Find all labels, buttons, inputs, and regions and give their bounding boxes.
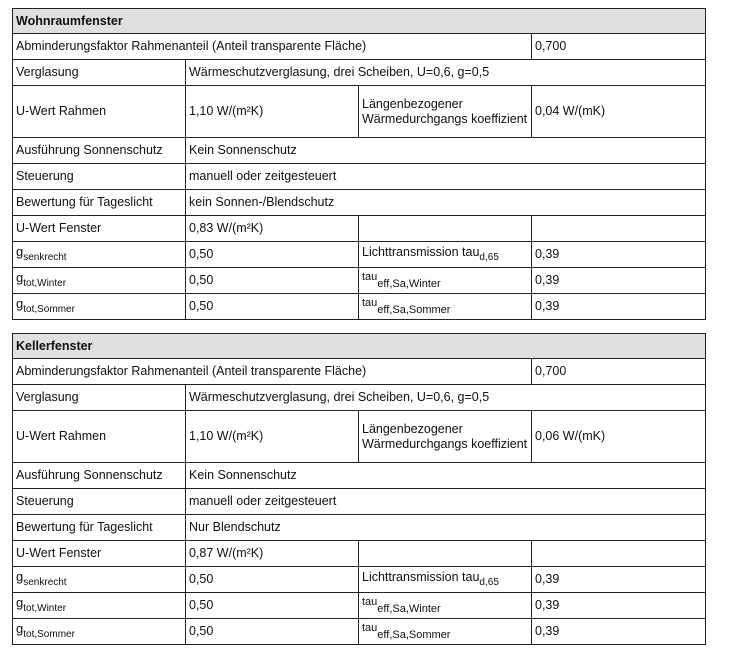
table-row — [13, 268, 706, 294]
kellerfenster-table — [12, 333, 706, 645]
cell-text: 1,10 W/(m²K) — [189, 429, 264, 443]
cell-value — [532, 34, 706, 60]
cell-value — [186, 411, 359, 463]
cell-value — [532, 541, 706, 567]
cell-text: 0,39 — [535, 299, 560, 313]
cell-label — [13, 294, 186, 320]
cell-subscript: tot,Winter — [23, 278, 67, 289]
table-row — [13, 593, 706, 619]
cell-value — [186, 619, 359, 645]
cell-text: 0,83 W/(m²K) — [189, 221, 264, 235]
cell-value — [186, 268, 359, 294]
cell-value — [532, 593, 706, 619]
table-row — [13, 385, 706, 411]
cell-value — [186, 541, 359, 567]
cell-text: 0,50 — [189, 247, 214, 261]
cell-value — [532, 294, 706, 320]
cell-text: Wärmeschutzverglasung, drei Scheiben, U=0,6, g=0,5 — [189, 65, 490, 79]
table-row — [13, 515, 706, 541]
cell-label — [13, 489, 186, 515]
cell-label — [359, 411, 532, 463]
cell-label — [359, 216, 532, 242]
cell-text: 0,50 — [189, 598, 214, 612]
cell-label — [13, 86, 186, 138]
cell-value — [186, 593, 359, 619]
cell-label — [359, 86, 532, 138]
cell-label — [13, 541, 186, 567]
cell-text: U-Wert Rahmen — [16, 104, 107, 118]
cell-value — [186, 515, 706, 541]
table-row — [13, 34, 706, 60]
cell-value — [186, 489, 706, 515]
table-row — [13, 138, 706, 164]
cell-value — [186, 138, 706, 164]
table-title: Wohnraumfenster — [13, 9, 706, 34]
cell-text: g — [16, 621, 24, 636]
cell-label — [359, 567, 532, 593]
cell-label — [13, 411, 186, 463]
cell-text: g — [16, 595, 24, 610]
cell-text: Bewertung für Tageslicht — [16, 195, 153, 209]
cell-value — [186, 164, 706, 190]
cell-text: U-Wert Fenster — [16, 546, 102, 560]
cell-label — [13, 60, 186, 86]
table-row — [13, 60, 706, 86]
cell-text: Bewertung für Tageslicht — [16, 520, 153, 534]
cell-text: U-Wert Fenster — [16, 221, 102, 235]
cell-text: Längenbezogener Wärmedurchgangs koeffizient — [362, 421, 528, 451]
cell-text: 0,50 — [189, 273, 214, 287]
cell-text: 0,50 — [189, 299, 214, 313]
cell-text: tau — [362, 595, 378, 608]
table-row — [13, 216, 706, 242]
cell-text: manuell oder zeitgesteuert — [189, 494, 337, 508]
cell-label — [359, 242, 532, 268]
cell-text: Lichttransmission tau — [362, 569, 480, 584]
cell-subscript: d,65 — [479, 251, 499, 263]
cell-text: Abminderungsfaktor Rahmenanteil (Anteil transparente Fläche) — [16, 364, 367, 378]
cell-value — [532, 411, 706, 463]
cell-value — [532, 619, 706, 645]
cell-text: Verglasung — [16, 390, 79, 404]
table-row — [13, 411, 706, 463]
cell-subscript: tot,Sommer — [23, 304, 75, 315]
cell-text: g — [16, 569, 24, 584]
table-header-row — [13, 9, 706, 34]
cell-label — [13, 190, 186, 216]
cell-subscript: senkrecht — [23, 577, 67, 588]
cell-text: kein Sonnen-/Blendschutz — [189, 195, 335, 209]
table-row — [13, 242, 706, 268]
cell-text: U-Wert Rahmen — [16, 429, 107, 443]
cell-text: g — [16, 244, 24, 259]
cell-subscript: eff,Sa,Winter — [377, 277, 441, 290]
cell-text: 0,06 W/(mK) — [535, 429, 606, 443]
cell-subscript: tot,Winter — [23, 603, 67, 614]
table-row — [13, 359, 706, 385]
cell-subscript: eff,Sa,Winter — [377, 602, 441, 615]
cell-text: Ausführung Sonnenschutz — [16, 143, 163, 157]
cell-label — [13, 359, 532, 385]
cell-label — [13, 593, 186, 619]
table-row — [13, 463, 706, 489]
cell-label — [13, 268, 186, 294]
cell-label — [359, 268, 532, 294]
cell-value — [186, 86, 359, 138]
cell-text: 0,39 — [535, 572, 560, 586]
cell-value — [186, 242, 359, 268]
cell-text: 0,04 W/(mK) — [535, 104, 606, 118]
cell-subscript: eff,Sa,Sommer — [377, 628, 451, 641]
cell-label — [13, 515, 186, 541]
cell-text: 0,700 — [535, 364, 567, 378]
table-row — [13, 86, 706, 138]
cell-text: 1,10 W/(m²K) — [189, 104, 264, 118]
cell-text: Längenbezogener Wärmedurchgangs koeffizient — [362, 96, 528, 126]
cell-value — [186, 567, 359, 593]
cell-text: Lichttransmission tau — [362, 244, 480, 259]
cell-text: Abminderungsfaktor Rahmenanteil (Anteil transparente Fläche) — [16, 39, 367, 53]
cell-label — [359, 541, 532, 567]
cell-label — [359, 593, 532, 619]
cell-text: Verglasung — [16, 65, 79, 79]
table-row — [13, 567, 706, 593]
cell-text: 0,50 — [189, 624, 214, 638]
table-row — [13, 190, 706, 216]
cell-text: manuell oder zeitgesteuert — [189, 169, 337, 183]
cell-text: tau — [362, 621, 378, 634]
cell-label — [13, 138, 186, 164]
cell-label — [13, 34, 532, 60]
cell-text: Wärmeschutzverglasung, drei Scheiben, U=0,6, g=0,5 — [189, 390, 490, 404]
cell-text: 0,39 — [535, 247, 560, 261]
cell-label — [13, 385, 186, 411]
table-row — [13, 164, 706, 190]
table-title: Kellerfenster — [13, 334, 706, 359]
cell-label — [13, 216, 186, 242]
cell-subscript: d,65 — [479, 576, 499, 588]
cell-label — [13, 463, 186, 489]
cell-value — [186, 294, 359, 320]
cell-value — [532, 242, 706, 268]
cell-text: Ausführung Sonnenschutz — [16, 468, 163, 482]
cell-text: Nur Blendschutz — [189, 520, 281, 534]
table-row — [13, 489, 706, 515]
table-row — [13, 294, 706, 320]
cell-text: Steuerung — [16, 169, 74, 183]
cell-text: 0,87 W/(m²K) — [189, 546, 264, 560]
cell-subscript: senkrecht — [23, 252, 67, 263]
cell-text: 0,39 — [535, 598, 560, 612]
cell-text: tau — [362, 296, 378, 309]
cell-label — [13, 619, 186, 645]
table-header-row — [13, 334, 706, 359]
cell-text: tau — [362, 270, 378, 283]
cell-text: 0,39 — [535, 624, 560, 638]
cell-value — [532, 216, 706, 242]
cell-subscript: eff,Sa,Sommer — [377, 303, 451, 316]
cell-text: g — [16, 296, 24, 311]
cell-text: Kein Sonnenschutz — [189, 468, 297, 482]
wohnraumfenster-table — [12, 8, 706, 320]
cell-text: 0,39 — [535, 273, 560, 287]
cell-text: Kein Sonnenschutz — [189, 143, 297, 157]
cell-value — [186, 60, 706, 86]
cell-label — [359, 294, 532, 320]
cell-label — [13, 567, 186, 593]
cell-text: 0,50 — [189, 572, 214, 586]
cell-text: Steuerung — [16, 494, 74, 508]
cell-label — [13, 164, 186, 190]
cell-value — [186, 216, 359, 242]
cell-value — [186, 190, 706, 216]
cell-value — [186, 463, 706, 489]
cell-text: g — [16, 270, 24, 285]
cell-value — [532, 359, 706, 385]
cell-value — [532, 567, 706, 593]
table-row — [13, 619, 706, 645]
cell-value — [532, 268, 706, 294]
cell-value — [186, 385, 706, 411]
cell-label — [13, 242, 186, 268]
cell-label — [359, 619, 532, 645]
cell-value — [532, 86, 706, 138]
cell-subscript: tot,Sommer — [23, 629, 75, 640]
cell-text: 0,700 — [535, 39, 567, 53]
table-row — [13, 541, 706, 567]
